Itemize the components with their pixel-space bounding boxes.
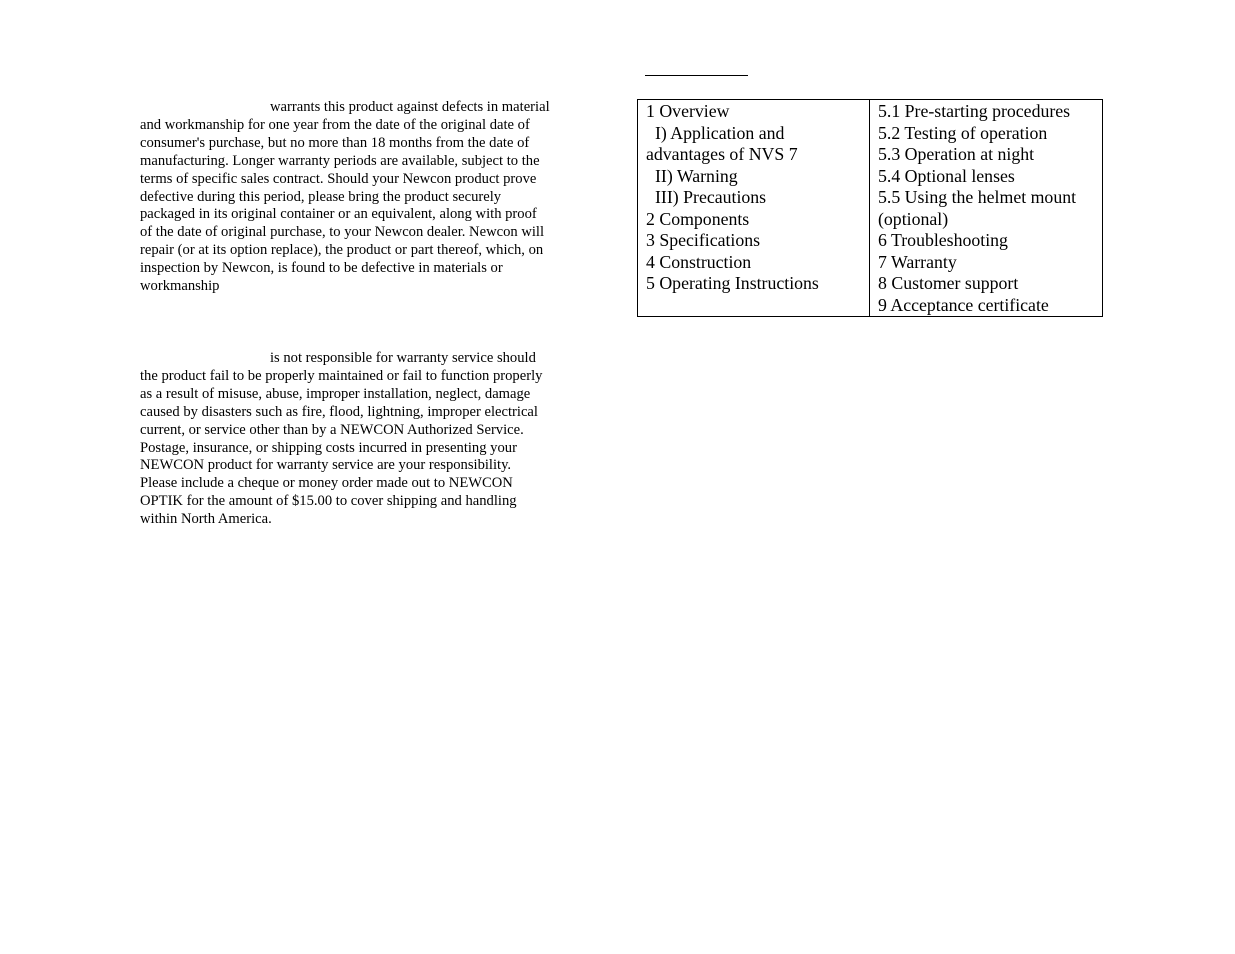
contents-item-helmet-mount: 5.5 Using the helmet mount (optional) xyxy=(878,187,1077,229)
contents-table xyxy=(637,99,1103,317)
contents-item-warning: II) Warning xyxy=(655,165,738,186)
contents-item-testing: 5.2 Testing of operation xyxy=(878,122,1048,143)
warranty-exclusions-text: is not responsible for warranty service should the product fail to be properly maintained or fail to function properly as a result of misuse, abuse, improper installation, neglect, damage caused by disasters such as fire, flood, lightning, improper electrical current, or service other than by a NEWCON Authorized Service. Postage, insurance, or shipping costs incurred in presenting your NEWCON product for warranty service are your responsibility. Please include a cheque or money order made out to NEWCON OPTIK for the amount of $15.00 to cover shipping and handling within North America. xyxy=(140,350,543,528)
contents-column-right xyxy=(870,100,1102,316)
contents-item-optional-lenses: 5.4 Optional lenses xyxy=(878,165,1015,186)
warranty-text: warrants this product against defects in material and workmanship for one year from the date of the original date of consumer's purchase, but no more than 18 months from the date of manufacturing. Longer warranty periods are available, subject to the terms of specific sales contract. Should your Newcon product prove defective during this period, please bring the product securely packaged in its original container or an equivalent, along with proof of the date of original purchase, to your Newcon dealer. Newcon will repair (or at its option replace), the product or part thereof, which, on inspection by Newcon, is found to be defective in materials or workmanship xyxy=(140,99,550,295)
contents-item-application: I) Application and advantages of NVS 7 xyxy=(646,122,798,164)
contents-item-construction: 4 Construction xyxy=(646,251,752,272)
contents-item-specifications: 3 Specifications xyxy=(646,230,761,250)
contents-item-warranty: 7 Warranty xyxy=(878,251,957,272)
contents-item-operating-instructions: 5 Operating Instructions xyxy=(646,273,819,293)
contents-heading-rule xyxy=(645,75,748,76)
contents-item-night-operation: 5.3 Operation at night xyxy=(878,144,1035,164)
contents-column-left xyxy=(638,100,870,316)
contents-item-precautions: III) Precautions xyxy=(655,187,767,207)
warranty-exclusions-paragraph xyxy=(140,350,550,529)
contents-item-customer-support: 8 Customer support xyxy=(878,273,1019,293)
warranty-paragraph xyxy=(140,99,550,296)
contents-item-acceptance-certificate: 9 Acceptance certificate xyxy=(878,294,1049,315)
contents-item-pre-starting: 5.1 Pre-starting procedures xyxy=(878,101,1071,121)
contents-item-overview: 1 Overview xyxy=(646,101,730,121)
contents-item-troubleshooting: 6 Troubleshooting xyxy=(878,230,1008,250)
contents-item-components: 2 Components xyxy=(646,208,750,229)
